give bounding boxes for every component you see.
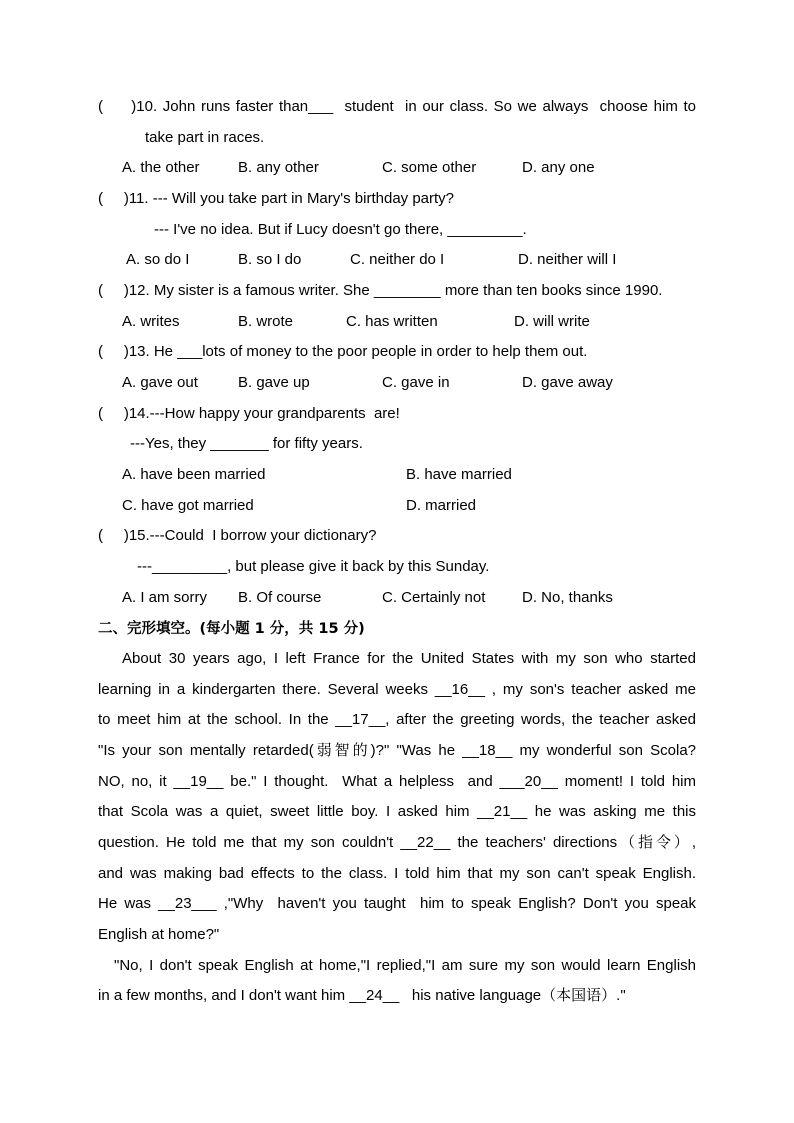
question-11-option-d: D. neither will I [518, 251, 617, 268]
question-12-option-c: C. has written [346, 313, 438, 330]
question-10-option-d: D. any one [522, 159, 595, 176]
question-11-stem-cont: --- I've no idea. But if Lucy doesn't go there, _________. [154, 221, 527, 238]
passage-line: to meet him at the school. In the __17__, after the greeting words, the teacher asked [98, 711, 696, 728]
passage-line: "No, I don't speak English at home,"I replied,"I am sure my son would learn English [114, 957, 696, 974]
question-15-option-d: D. No, thanks [522, 589, 613, 606]
question-10-stem: ( )10. John runs faster than___ student in our class. So we always choose him to [98, 98, 696, 115]
question-12-option-a: A. writes [122, 313, 180, 330]
passage-line: English at home?" [98, 926, 220, 943]
question-14-option-d: D. married [406, 497, 477, 514]
passage-line: that Scola was a quiet, sweet little boy. I asked him __21__ he was asking me this [98, 803, 696, 820]
question-10-option-b: B. any other [238, 159, 319, 176]
question-10-option-a: A. the other [122, 159, 200, 176]
question-14-stem-cont: ---Yes, they _______ for fifty years. [130, 435, 363, 452]
passage-line: in a few months, and I don't want him __24__ his native language（本国语）." [98, 987, 626, 1004]
question-14-option-c: C. have got married [122, 497, 254, 514]
question-15-option-b: B. Of course [238, 589, 322, 606]
question-13-option-c: C. gave in [382, 374, 450, 391]
question-15-stem: ( )15.---Could I borrow your dictionary? [98, 527, 377, 544]
question-10-stem-cont: take part in races. [145, 129, 265, 146]
question-13-option-d: D. gave away [522, 374, 613, 391]
question-12-option-d: D. will write [514, 313, 590, 330]
question-11-option-c: C. neither do I [350, 251, 445, 268]
question-13-stem: ( )13. He ___lots of money to the poor people in order to help them out. [98, 343, 588, 360]
question-11-option-b: B. so I do [238, 251, 302, 268]
question-12-stem: ( )12. My sister is a famous writer. She ________ more than ten books since 1990. [98, 282, 663, 299]
section-title: 二、完形填空。(每小题 1 分，共 15 分) [98, 621, 365, 637]
question-14-option-a: A. have been married [122, 466, 266, 483]
passage-line: "Is your son mentally retarded(弱智的)?" "Was he __18__ my wonderful son Scola? [98, 742, 696, 759]
question-13-option-b: B. gave up [238, 374, 310, 391]
passage-line: learning in a kindergarten there. Several weeks __16__ , my son's teacher asked me [98, 681, 696, 698]
question-10-option-c: C. some other [382, 159, 477, 176]
passage-line: About 30 years ago, I left France for the United States with my son who started [122, 650, 696, 667]
passage-line: He was __23___ ,"Why haven't you taught him to speak English? Don't you speak [98, 895, 696, 912]
passage-line: question. He told me that my son couldn't __22__ the teachers' directions（指令）, [98, 834, 696, 851]
passage-line: and was making bad effects to the class. I told him that my son can't speak English. [98, 865, 696, 882]
question-15-stem-cont: ---_________, but please give it back by this Sunday. [137, 558, 490, 575]
question-14-stem: ( )14.---How happy your grandparents are! [98, 405, 400, 422]
question-15-option-c: C. Certainly not [382, 589, 486, 606]
question-11-option-a: A. so do I [126, 251, 190, 268]
question-13-option-a: A. gave out [122, 374, 198, 391]
question-15-option-a: A. I am sorry [122, 589, 208, 606]
question-14-option-b: B. have married [406, 466, 512, 483]
passage-line: NO, no, it __19__ be." I thought. What a helpless and ___20__ moment! I told him [98, 773, 696, 790]
question-11-stem: ( )11. --- Will you take part in Mary's birthday party? [98, 190, 455, 207]
question-12-option-b: B. wrote [238, 313, 294, 330]
